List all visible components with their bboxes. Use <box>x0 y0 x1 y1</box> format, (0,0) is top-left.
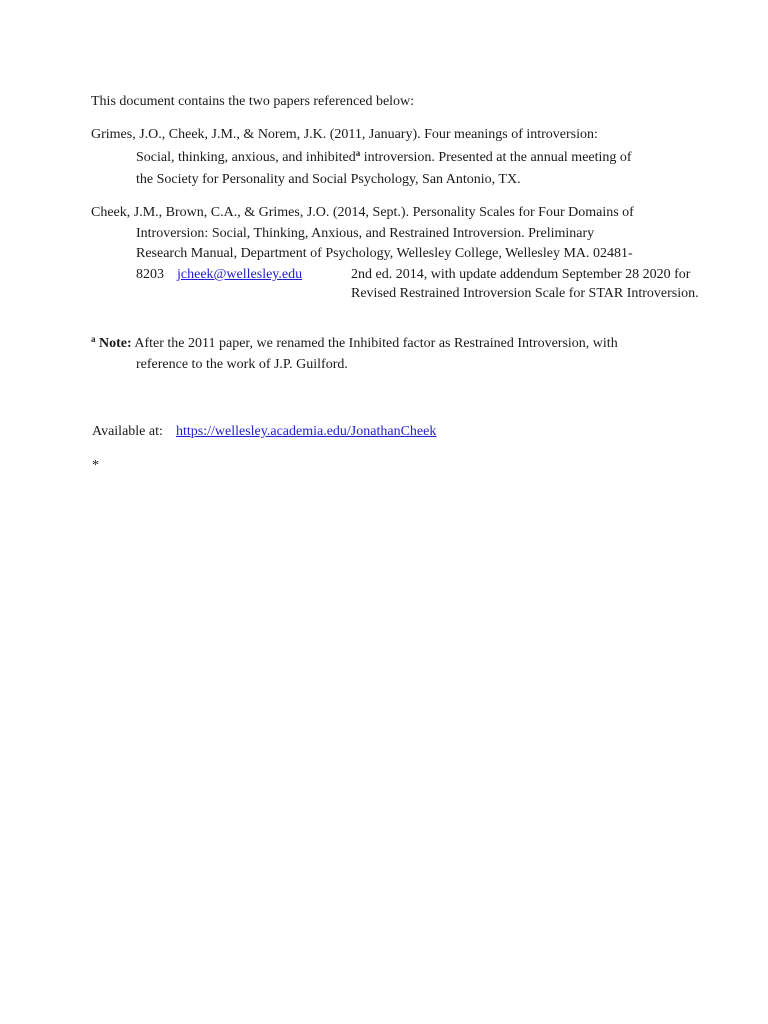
email-link[interactable]: jcheek@wellesley.edu <box>177 267 303 282</box>
reference-1-line-3: the Society for Personality and Social Psychology, San Antonio, TX. <box>136 172 521 187</box>
note-marker: a <box>91 334 96 344</box>
note-label: Note: <box>99 336 132 351</box>
reference-1-line-2-start: Social, thinking, anxious, and inhibited <box>136 150 356 165</box>
reference-1-line-2-end: introversion. Presented at the annual meeting of <box>360 150 632 165</box>
note-line-1 <box>91 336 618 352</box>
footnote-marker: a <box>355 148 361 158</box>
reference-2-edition-line-2: Revised Restrained Introversion Scale for STAR Introversion. <box>351 286 699 301</box>
asterisk: * <box>92 458 99 473</box>
note-text: After the 2011 paper, we renamed the Inhibited factor as Restrained Introversion, with <box>131 336 618 351</box>
academia-link[interactable]: https://wellesley.academia.edu/JonathanCheek <box>176 424 437 439</box>
note-line-2: reference to the work of J.P. Guilford. <box>136 357 348 372</box>
reference-1-line-1: Grimes, J.O., Cheek, J.M., & Norem, J.K. (2011, January). Four meanings of introversion: <box>91 127 598 142</box>
reference-2-line-1: Cheek, J.M., Brown, C.A., & Grimes, J.O. (2014, Sept.). Personality Scales for Four Domains of <box>91 205 634 220</box>
reference-1-line-2 <box>136 150 632 166</box>
reference-2-line-3: Research Manual, Department of Psychology, Wellesley College, Wellesley MA. 02481- <box>136 246 633 261</box>
reference-2-zip-suffix: 8203 <box>136 267 164 282</box>
available-label: Available at: <box>92 424 163 439</box>
reference-2-edition-line: 2nd ed. 2014, with update addendum September 28 2020 for <box>351 267 691 282</box>
intro-text: This document contains the two papers referenced below: <box>91 94 415 109</box>
reference-2-line-2: Introversion: Social, Thinking, Anxious, and Restrained Introversion. Preliminary <box>136 226 595 241</box>
